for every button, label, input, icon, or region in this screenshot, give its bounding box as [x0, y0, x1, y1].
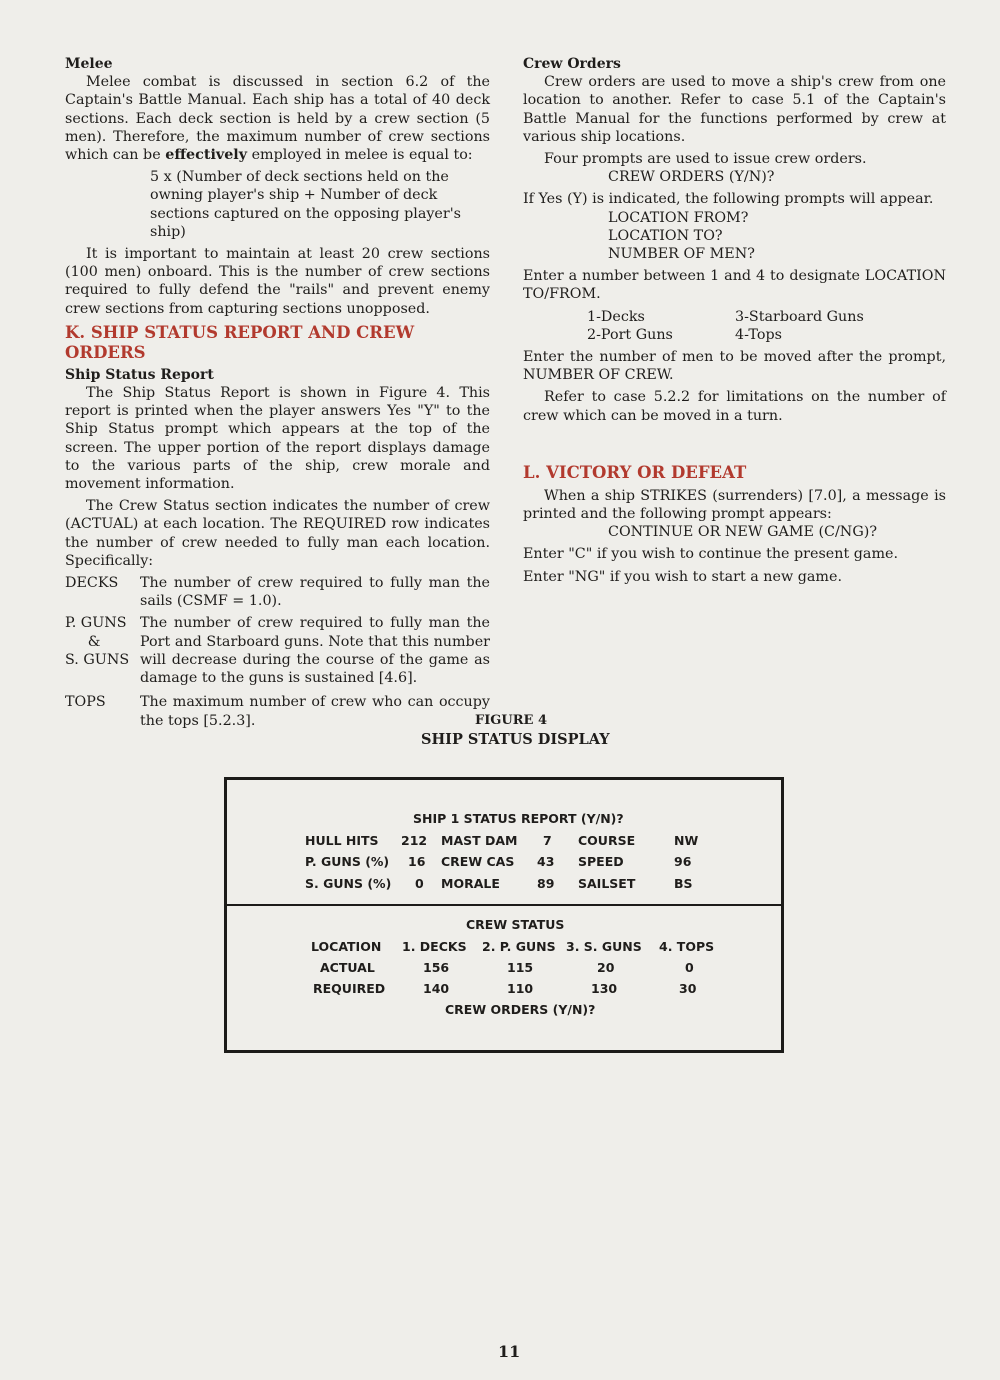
crew-orders-prompt: CREW ORDERS (Y/N)? [445, 1002, 596, 1017]
prompt-crew-orders: CREW ORDERS (Y/N)? [608, 169, 775, 186]
definition-term: TOPS [65, 694, 106, 711]
page-number: 11 [498, 1342, 521, 1361]
stat-value: 16 [408, 854, 426, 869]
crew-row-label: REQUIRED [313, 981, 386, 996]
crew-value: 130 [591, 981, 618, 996]
location-item: 2-Port Guns [587, 326, 673, 343]
crew-paragraph-1: Crew orders are used to move a ship's crew from one location to another. Refer to case 5.1 of the Captain's Battle Manual for the functions performed by crew at various ship locations. [523, 74, 946, 145]
definition-tops [65, 693, 490, 729]
prompt-continue: CONTINUE OR NEW GAME (C/NG)? [608, 524, 877, 541]
stat-label: MAST DAM [441, 833, 518, 848]
crew-value: 110 [507, 981, 534, 996]
figure-number: FIGURE 4 [475, 713, 548, 728]
crew-header: LOCATION [311, 939, 382, 954]
stat-label: SPEED [578, 854, 624, 869]
crew-paragraph-5: Enter the number of men to be moved after the prompt, NUMBER OF CREW. [523, 349, 946, 384]
section-k-heading: K. SHIP STATUS REPORT AND CREW ORDERS [65, 322, 415, 362]
ship-status-display [224, 777, 784, 1053]
definition-desc: The number of crew required to fully man the Port and Starboard guns. Note that this number will decrease during the course of the game as damage to the guns is sustained [4.6]. [140, 615, 490, 687]
crew-header: 1. DECKS [402, 939, 467, 954]
figure-title: SHIP STATUS DISPLAY [421, 731, 610, 748]
melee-text: Melee combat is discussed in section 6.2 of the Captain's Battle Manual. Each ship has a total of 40 deck sections. Each deck section is held by a crew section (5 men). Therefore, the maximum number of crew sections which can be [65, 74, 490, 164]
ssr-paragraph-2: The Crew Status section indicates the number of crew (ACTUAL) at each location. The REQUIRED row indicates the number of crew needed to fully man each location. Specifically: [65, 498, 490, 569]
definition-desc: The number of crew required to fully man the sails (CSMF = 1.0). [140, 575, 490, 610]
crew-value: 140 [423, 981, 450, 996]
location-item: 3-Starboard Guns [735, 308, 864, 325]
ssr-paragraph-1: The Ship Status Report is shown in Figure 4. This report is printed when the player answers Yes "Y" to the Ship Status prompt which appears at the top of the screen. The upper portion of the report displays damage to the various parts of the ship, crew morale and movement information. [65, 385, 490, 493]
section-divider [227, 904, 781, 906]
crew-paragraph-4: Enter a number between 1 and 4 to designate LOCATION TO/FROM. [523, 268, 946, 303]
stat-value: 96 [674, 854, 692, 869]
crew-header: 2. P. GUNS [482, 939, 556, 954]
stat-label: CREW CAS [441, 854, 515, 869]
stat-value: 7 [543, 833, 552, 848]
melee-paragraph [65, 73, 490, 164]
melee-paragraph-2: It is important to maintain at least 20 crew sections (100 men) onboard. This is the number of crew sections required to fully defend the "rails" and prevent enemy crew sections from capturing sections unopposed. [65, 246, 490, 317]
definition-desc: The maximum number of crew who can occupy the tops [5.2.3]. [140, 694, 490, 729]
right-column [523, 55, 946, 586]
stat-value: 43 [537, 854, 555, 869]
crew-header: 4. TOPS [659, 939, 715, 954]
stat-value: 212 [401, 833, 428, 848]
stat-label: P. GUNS (%) [305, 854, 390, 869]
crew-orders-heading: Crew Orders [523, 56, 621, 72]
definition-guns [65, 614, 490, 687]
crew-value: 115 [507, 960, 534, 975]
stat-label: HULL HITS [305, 833, 379, 848]
report-title: SHIP 1 STATUS REPORT (Y/N)? [413, 811, 624, 826]
prompt-location-from: LOCATION FROM? [608, 209, 749, 226]
melee-bold-word: effectively [165, 147, 248, 164]
location-item: 1-Decks [587, 308, 645, 325]
definition-term: P. GUNS & S. GUNS [65, 615, 130, 668]
victory-paragraph-2: Enter "C" if you wish to continue the present game. [523, 546, 899, 563]
section-l-heading: L. VICTORY OR DEFEAT [523, 462, 747, 482]
stat-label: COURSE [578, 833, 636, 848]
left-column [65, 55, 490, 730]
crew-paragraph-3: If Yes (Y) is indicated, the following prompts will appear. [523, 191, 934, 208]
stat-value: BS [674, 876, 693, 891]
crew-row-label: ACTUAL [320, 960, 375, 975]
stat-value: NW [674, 833, 699, 848]
crew-value: 0 [685, 960, 694, 975]
stat-label: MORALE [441, 876, 500, 891]
melee-formula: 5 x (Number of deck sections held on the owning player's ship + Number of deck sections captured on the opposing player's ship) [150, 169, 461, 240]
melee-heading: Melee [65, 56, 113, 72]
victory-paragraph-1: When a ship STRIKES (surrenders) [7.0], a message is printed and the following prompt appears: [523, 487, 946, 523]
crew-header: 3. S. GUNS [566, 939, 642, 954]
ship-status-report-heading: Ship Status Report [65, 366, 214, 383]
stat-value: 89 [537, 876, 555, 891]
definition-decks [65, 574, 490, 610]
location-list [523, 308, 946, 344]
prompt-number-of-men: NUMBER OF MEN? [608, 246, 755, 263]
crew-paragraph-6: Refer to case 5.2.2 for limitations on the number of crew which can be moved in a turn. [523, 389, 946, 424]
crew-value: 20 [597, 960, 615, 975]
stat-label: S. GUNS (%) [305, 876, 392, 891]
stat-value: 0 [415, 876, 424, 891]
melee-text-end: employed in melee is equal to: [247, 147, 473, 164]
definition-term: DECKS [65, 575, 119, 592]
crew-paragraph-2: Four prompts are used to issue crew orders. [544, 151, 867, 168]
victory-paragraph-3: Enter "NG" if you wish to start a new game. [523, 568, 842, 585]
crew-status-title: CREW STATUS [466, 917, 565, 932]
stat-label: SAILSET [578, 876, 636, 891]
prompt-location-to: LOCATION TO? [608, 227, 723, 244]
crew-value: 156 [423, 960, 450, 975]
crew-value: 30 [679, 981, 697, 996]
location-item: 4-Tops [735, 326, 782, 343]
